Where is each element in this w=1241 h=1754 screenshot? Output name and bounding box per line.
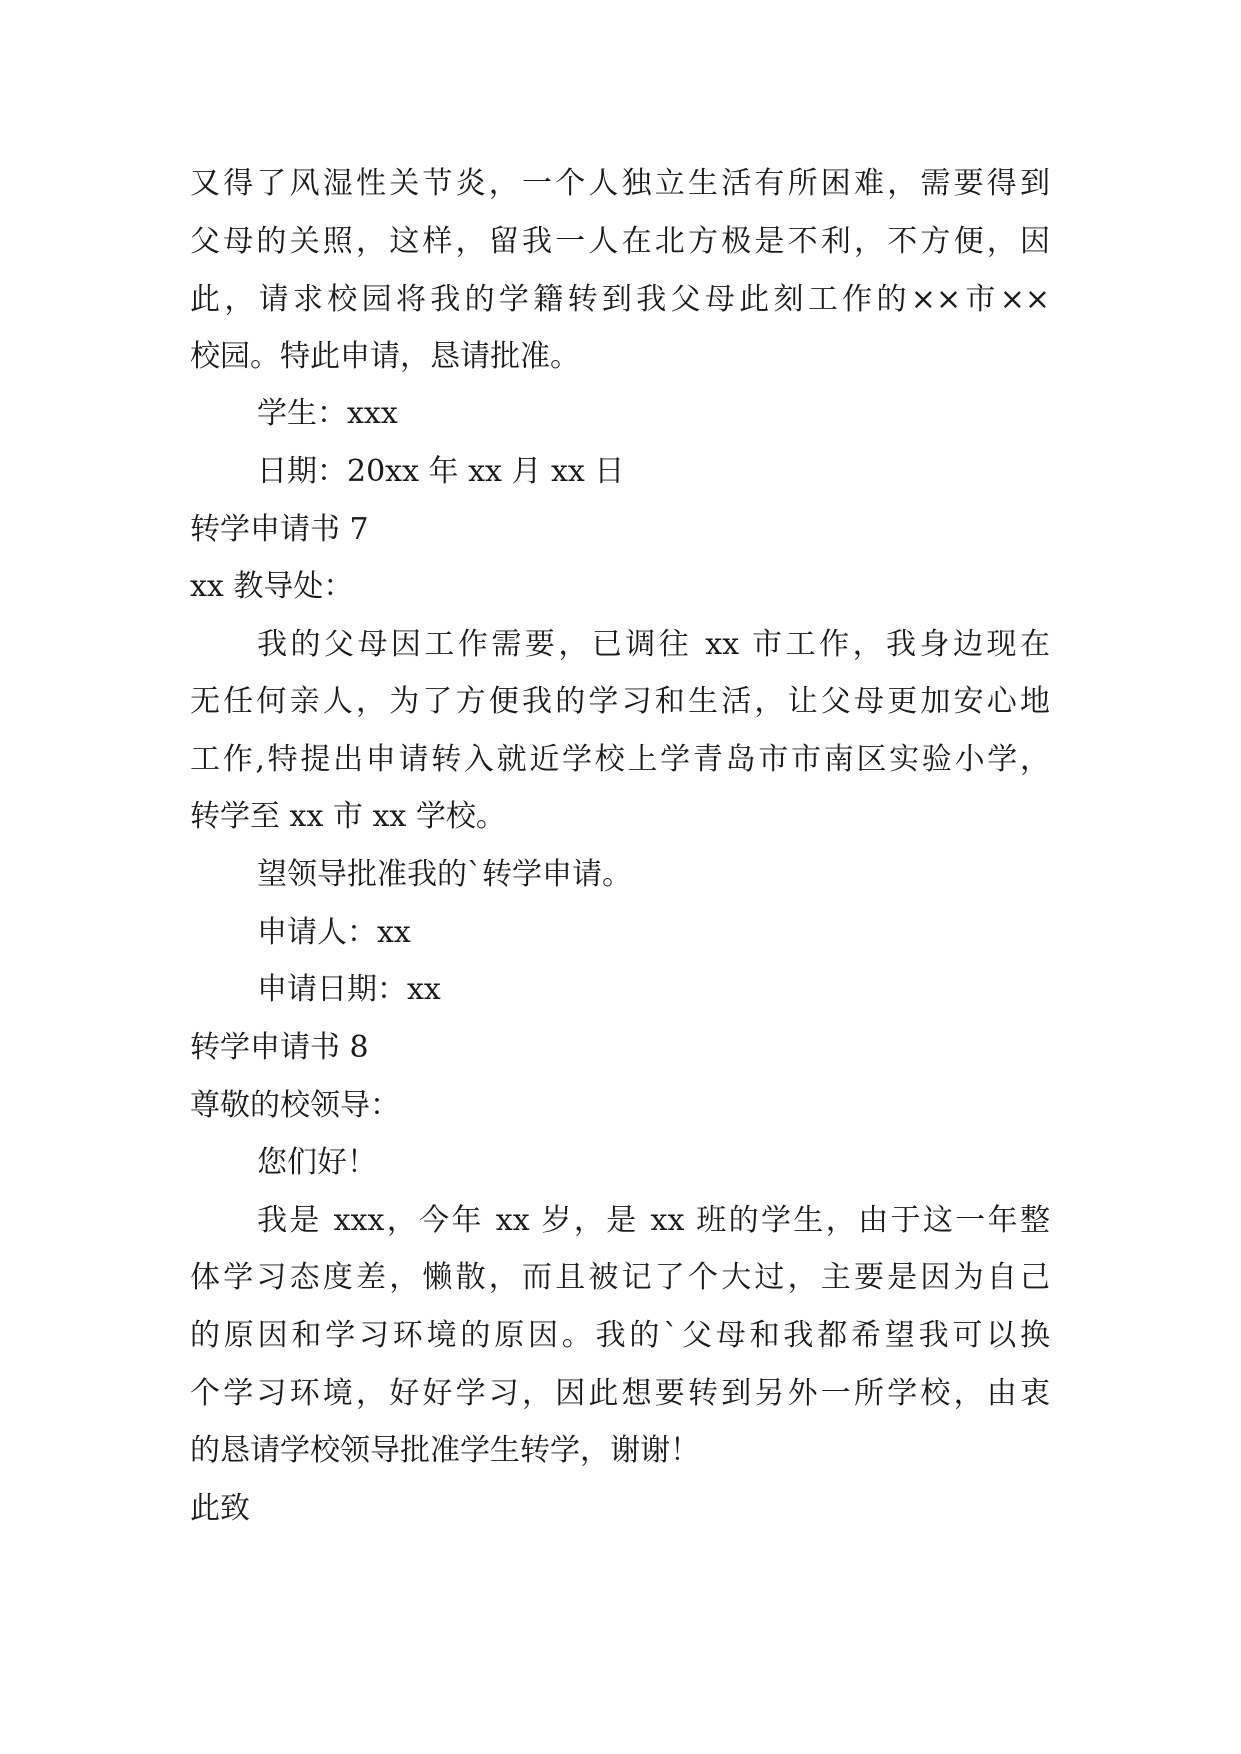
signature-applicant: 申请人：xx	[257, 915, 411, 950]
body-line: 父母的关照，这样，留我一人在北方极是不利，不方便，因	[190, 224, 1050, 259]
signature-date: 申请日期：xx	[257, 972, 441, 1007]
body-line: 转学至 xx 市 xx 学校。	[190, 799, 506, 834]
body-line: 我是 xxx，今年 xx 岁，是 xx 班的学生，由于这一年整	[257, 1203, 1050, 1238]
body-line: 工作,特提出申请转入就近学校上学青岛市市南区实验小学，	[190, 742, 1050, 777]
body-line: 望领导批准我的`转学申请。	[257, 857, 632, 892]
section-heading: 转学申请书 7	[190, 512, 369, 547]
salutation: 尊敬的校领导：	[190, 1088, 400, 1123]
body-line: 的原因和学习环境的原因。我的`父母和我都希望我可以换	[190, 1318, 1050, 1353]
signature-date: 日期：20xx 年 xx 月 xx 日	[257, 454, 625, 489]
signature-student: 学生：xxx	[257, 396, 398, 431]
body-line: 我的父母因工作需要，已调往 xx 市工作，我身边现在	[257, 627, 1050, 662]
section-heading: 转学申请书 8	[190, 1030, 369, 1065]
greeting: 您们好！	[257, 1145, 377, 1180]
body-line: 体学习态度差，懒散，而且被记了个大过，主要是因为自己	[190, 1260, 1050, 1295]
body-line: 个学习环境，好好学习，因此想要转到另外一所学校，由衷	[190, 1376, 1050, 1411]
body-line: 此，请求校园将我的学籍转到我父母此刻工作的××市××	[190, 282, 1050, 317]
body-line: 的恳请学校领导批准学生转学，谢谢！	[190, 1433, 700, 1468]
closing: 此致	[190, 1491, 250, 1526]
body-line: 校园。特此申请，恳请批准。	[190, 339, 580, 374]
salutation: xx 教导处：	[190, 569, 354, 604]
body-line: 又得了风湿性关节炎，一个人独立生活有所困难，需要得到	[190, 166, 1050, 201]
body-line: 无任何亲人，为了方便我的学习和生活，让父母更加安心地	[190, 684, 1050, 719]
